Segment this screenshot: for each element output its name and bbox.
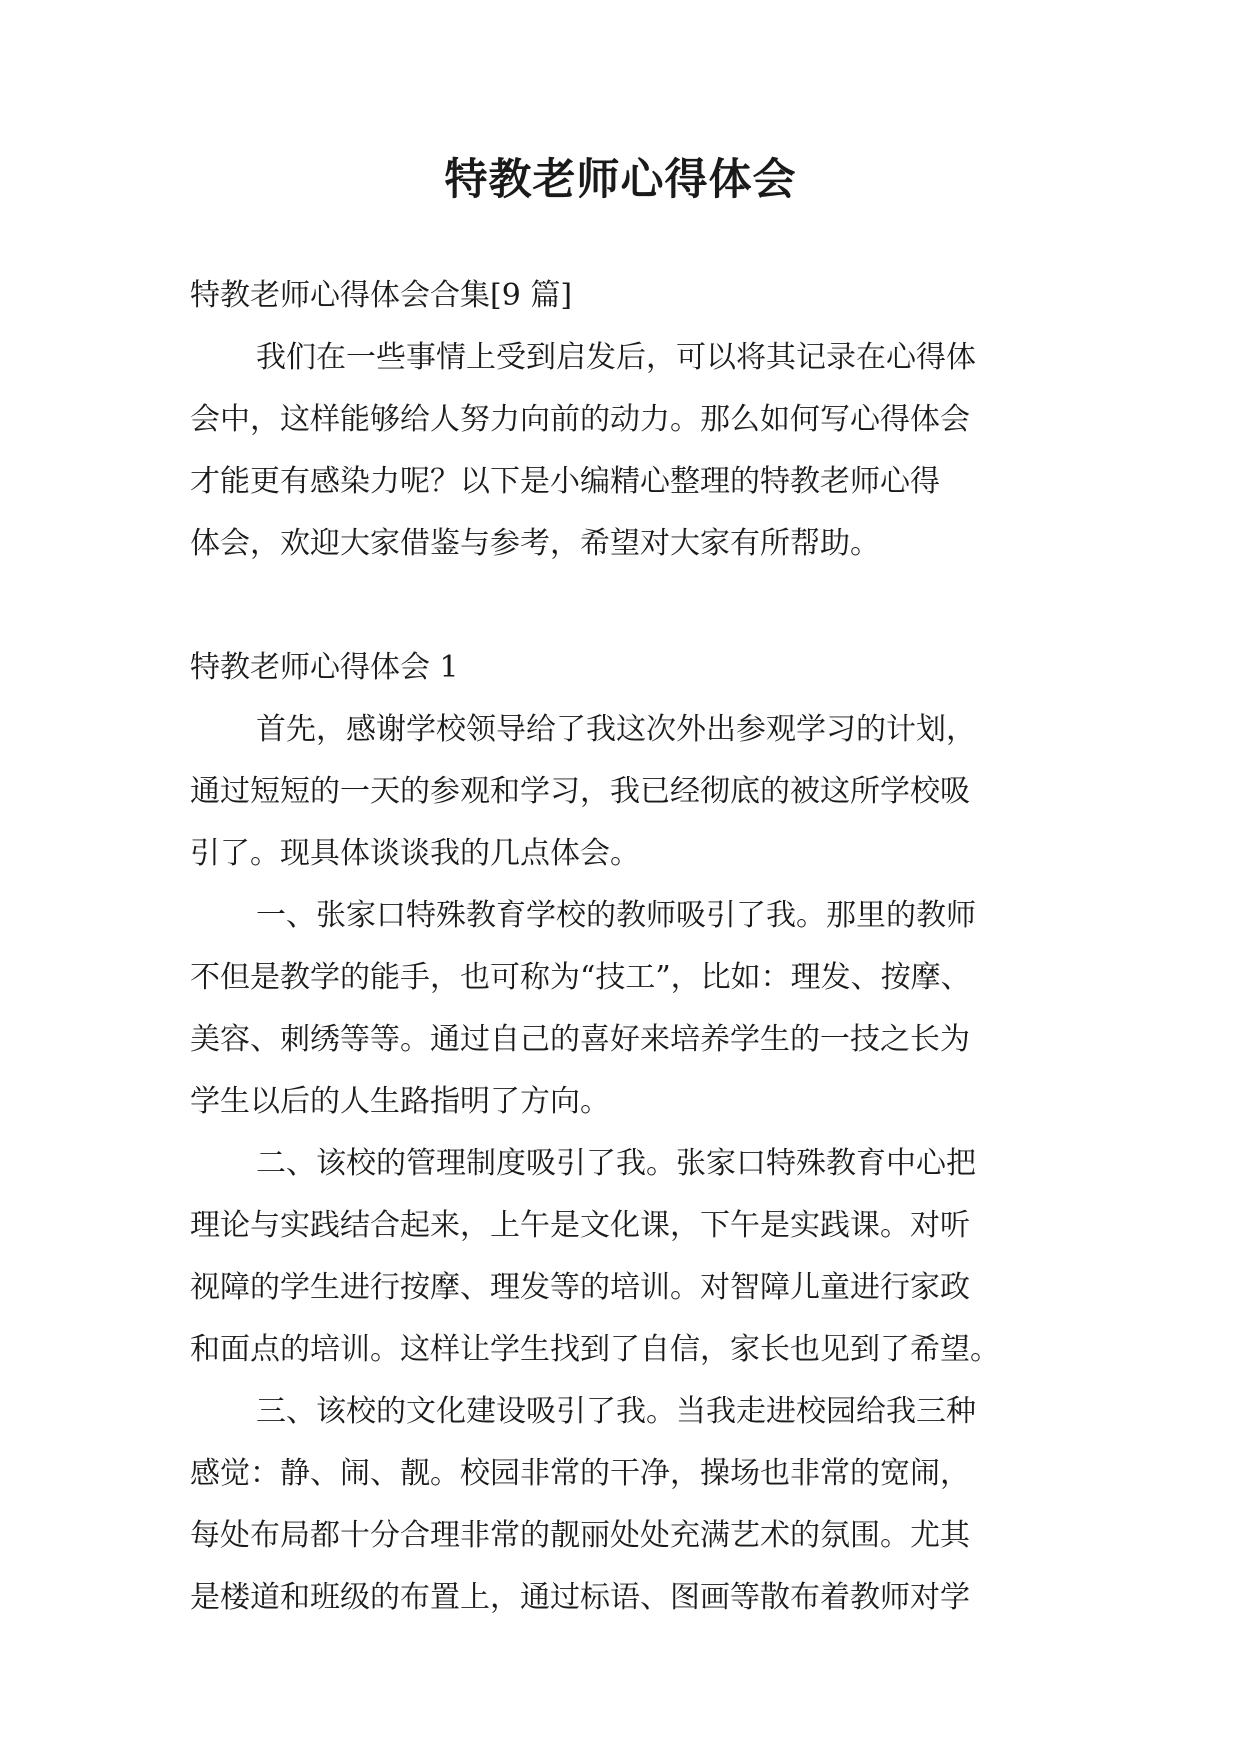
paragraph-1: [190, 699, 1050, 885]
section-heading: 特教老师心得体会 1: [190, 650, 459, 685]
document-body: [190, 265, 1050, 1629]
paragraph-4: [190, 1381, 1050, 1629]
text-line: 和面点的培训。这样让学生找到了自信，家长也见到了希望。: [190, 1332, 1000, 1367]
text-line: 感觉：静、闹、靓。校园非常的干净，操场也非常的宽闹，: [190, 1456, 970, 1491]
text-line: 美容、刺绣等等。通过自己的喜好来培养学生的一技之长为: [190, 1022, 970, 1057]
text-line: 是楼道和班级的布置上，通过标语、图画等散布着教师对学: [190, 1580, 970, 1615]
text-line: 一、张家口特殊教育学校的教师吸引了我。那里的教师: [256, 898, 976, 933]
text-line: 通过短短的一天的参观和学习，我已经彻底的被这所学校吸: [190, 774, 970, 809]
paragraph-gap: [190, 575, 1050, 637]
text-line: 学生以后的人生路指明了方向。: [190, 1084, 610, 1119]
paragraph-2: [190, 885, 1050, 1133]
text-line: 才能更有感染力呢？以下是小编精心整理的特教老师心得: [190, 464, 940, 499]
text-line: 二、该校的管理制度吸引了我。张家口特殊教育中心把: [256, 1146, 976, 1181]
document-title: 特教老师心得体会: [444, 155, 797, 205]
text-line: 我们在一些事情上受到启发后，可以将其记录在心得体: [256, 340, 976, 375]
text-line: 理论与实践结合起来，上午是文化课，下午是实践课。对听: [190, 1208, 970, 1243]
text-line: 三、该校的文化建设吸引了我。当我走进校园给我三种: [256, 1394, 976, 1429]
text-line: 视障的学生进行按摩、理发等的培训。对智障儿童进行家政: [190, 1270, 970, 1305]
text-line: 不但是教学的能手，也可称为“技工”，比如：理发、按摩、: [190, 960, 971, 995]
paragraph-3: [190, 1133, 1050, 1381]
document-subtitle: 特教老师心得体会合集[9 篇]: [190, 278, 573, 313]
text-line: 引了。现具体谈谈我的几点体会。: [190, 836, 640, 871]
text-line: 首先，感谢学校领导给了我这次外出参观学习的计划，: [256, 712, 976, 747]
text-line: 会中，这样能够给人努力向前的动力。那么如何写心得体会: [190, 402, 970, 437]
text-line: 每处布局都十分合理非常的靓丽处处充满艺术的氛围。尤其: [190, 1518, 970, 1553]
text-line: 体会，欢迎大家借鉴与参考，希望对大家有所帮助。: [190, 526, 880, 561]
intro-paragraph: [190, 327, 1050, 575]
